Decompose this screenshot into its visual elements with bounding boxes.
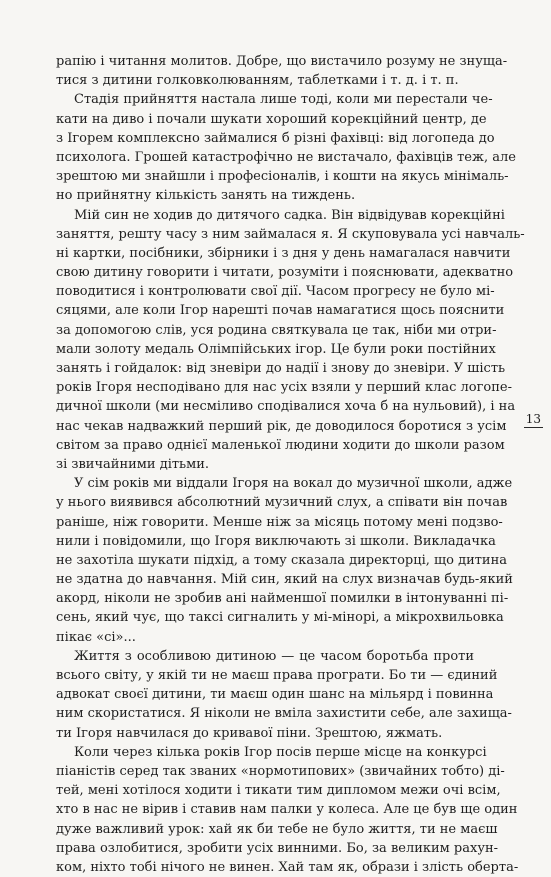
paragraph <box>56 52 508 90</box>
text-line: адвокат своєї дитини, ти маєш один шанс на мільярд і повинна <box>56 687 494 703</box>
text-line: зі звичайними дітьми. <box>56 456 210 472</box>
text-line: заняття, решту часу з ним займалася я. Я скуповувала усі навчаль- <box>56 226 525 242</box>
text-line: поводитися і контролювати свої дії. Часом прогресу не було мі- <box>56 284 495 300</box>
text-line: не захотіла шукати підхід, а тому сказала директорці, що дитина <box>56 552 508 568</box>
text-line: тися з дитини голковколюванням, таблетками і т. д. і т. п. <box>56 73 459 89</box>
text-line: тей, мені хотілося ходити і тикати тим дипломом межи очі всім, <box>56 783 501 799</box>
text-line: Життя з особливою дитиною — це часом боротьба проти <box>74 648 474 664</box>
text-line: Стадія прийняття настала лише тоді, коли ми перестали че- <box>74 92 493 108</box>
text-line: у нього виявився абсолютний музичний слух, а співати він почав <box>56 495 508 511</box>
text-line: психолога. Грошей катастрофічно не вистачало, фахівців теж, але <box>56 149 516 165</box>
page-number: 13 <box>525 412 541 426</box>
text-line: но прийнятну кількість занять на тиждень. <box>56 188 356 204</box>
text-line: Коли через кілька років Ігор посів перше місце на конкурсі <box>74 744 487 760</box>
body-text <box>56 52 525 877</box>
text-line: ним скористатися. Я ніколи не вміла захистити себе, але захища- <box>56 706 512 722</box>
text-line: ні картки, посібники, збірники і з дня у день намагалася навчити <box>56 245 511 261</box>
text-line: років Ігоря несподівано для нас усіх взяли у перший клас логопе- <box>56 380 512 396</box>
text-line: всього світу, у якій ти не маєш права програти. Бо ти — єдиний <box>56 668 498 683</box>
paragraph <box>56 206 525 475</box>
text-line: пікає «сі»... <box>56 629 136 645</box>
text-line: дуже важливий урок: хай як би тебе не було життя, ти не маєш <box>56 821 498 837</box>
text-line: хто в нас не вірив і ставив нам палки у колеса. Але це був ще один <box>56 802 518 818</box>
paragraph <box>56 474 513 647</box>
text-line: ком, ніхто тобі нічого не винен. Хай там як, образи і злість оберта- <box>56 859 519 875</box>
text-line: У сім років ми віддали Ігоря на вокал до музичної школи, адже <box>74 476 513 492</box>
text-line: кати на диво і почали шукати хороший корекційний центр, де <box>56 111 487 127</box>
text-line: зрештою ми знайшли і професіоналів, і кошти на якусь мінімаль- <box>56 169 509 185</box>
text-line: нас чекав надважкий перший рік, де доводилося боротися з усім <box>56 418 507 434</box>
text-line: сень, який чує, що таксі сигналить у мі-мінорі, а мікрохвильовка <box>56 610 504 626</box>
text-line: дичної школи (ми несміливо сподівалися хоча б на нульовий), і на <box>56 399 516 415</box>
paragraph <box>56 647 512 743</box>
text-line: за допомогою слів, уся родина святкувала це так, ніби ми отри- <box>56 322 497 338</box>
text-line: піаністів серед так званих «нормотипових» (звичайних тобто) ді- <box>56 763 505 779</box>
paragraph <box>56 90 516 205</box>
text-line: з Ігорем комплексно займалися б різні фахівці: від логопеда до <box>56 130 495 146</box>
text-line: права озлобитися, зробити усіх винними. Бо, за великим рахун- <box>56 840 499 856</box>
text-line: нили і повідомили, що Ігоря виключають зі школи. Викладачка <box>56 533 496 549</box>
text-line: раніше, ніж говорити. Менше ніж за місяць потому мені подзво- <box>56 514 503 530</box>
text-line: Мій син не ходив до дитячого садка. Він відвідував корекційні <box>74 207 505 223</box>
text-line: світом за право однієї маленької людини ходити до школи разом <box>56 437 505 453</box>
text-line: ти Ігоря навчилася до кривавої піни. Зрештою, яжмать. <box>56 725 443 741</box>
text-line: сяцями, але коли Ігор нарешті почав намагатися щось пояснити <box>56 303 505 319</box>
text-line: не здатна до навчання. Мій син, який на слух визначав будь-який <box>56 572 513 588</box>
text-line: акорд, ніколи не зробив ані найменшої помилки в інтонуванні пі- <box>56 591 509 607</box>
text-line: рапію і читання молитов. Добре, що вистачило розуму не знуща- <box>56 54 508 69</box>
text-line: занять і гойдалок: від зневіри до надії і знову до зневіри. У шість <box>56 361 506 376</box>
text-line: мали золоту медаль Олімпійських ігор. Це були роки постійних <box>56 341 496 357</box>
text-line: свою дитину говорити і читати, розуміти і пояснювати, адекватно <box>56 265 514 281</box>
paragraph <box>56 743 519 877</box>
